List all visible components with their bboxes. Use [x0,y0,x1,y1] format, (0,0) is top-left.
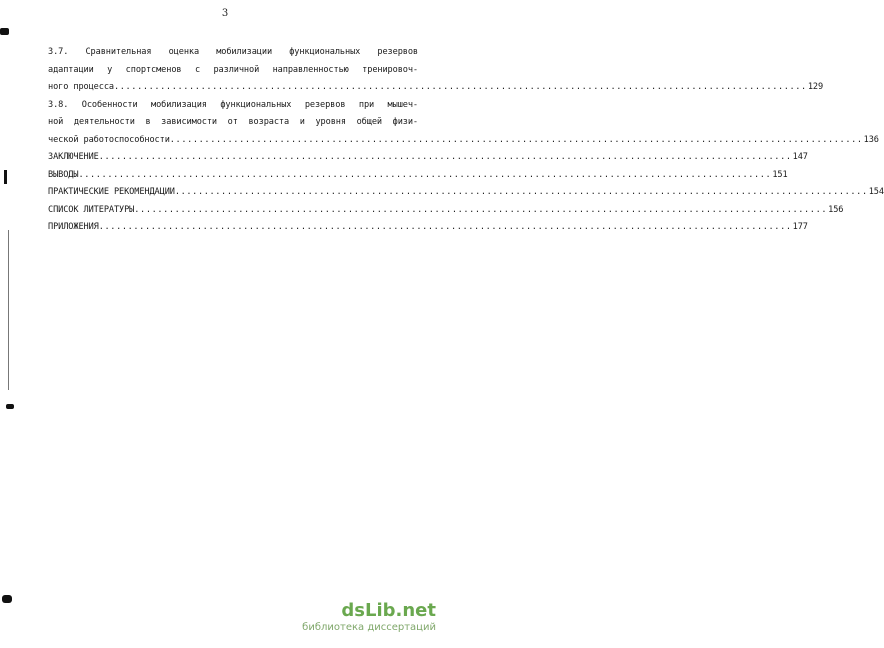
toc-entry-title: ПРИЛОЖЕНИЯ [48,222,99,232]
dot-leader: ........................................................................................................................ [134,204,828,215]
watermark-subtitle: библиотека диссертаций [302,622,436,633]
toc-page-number: 177 [792,222,808,232]
toc-entry-line: ной деятельности в зависимости от возраста и уровня общей физи- [48,117,418,127]
scan-artifact [2,595,12,603]
table-of-contents [48,44,884,237]
toc-page-number: 154 [868,187,884,197]
dot-leader: ........................................................................................................................ [169,134,863,145]
dot-leader: ........................................................................................................................ [98,152,792,162]
dot-leader: ........................................................................................................................ [113,82,807,92]
watermark-title: dsLib.net [341,600,436,621]
scan-artifact [8,230,9,390]
toc-entry-title: ВЫВОДЫ [48,169,79,180]
toc-entry [48,202,844,220]
toc-page-number: 136 [863,134,879,145]
toc-page-number: 156 [828,204,844,215]
scan-artifact [4,170,7,184]
toc-entry-title: ПРАКТИЧЕСКИЕ РЕКОМЕНДАЦИИ [48,187,175,197]
toc-entry-leader-line [48,202,844,220]
toc-entry-leader-line [48,79,824,97]
toc-entry-line: 3.8. Особенности мобилизация функциональных резервов при мышеч- [48,99,418,110]
toc-page-number: 151 [772,169,788,180]
dot-leader: ........................................................................................................................ [78,169,772,180]
toc-entry-leader-line [48,167,788,185]
toc-entry [48,184,884,202]
toc-entry [48,97,879,150]
toc-entry-title: ЗАКЛЮЧЕНИЕ [48,152,99,162]
watermark[interactable] [302,601,436,634]
dot-leader: ........................................................................................................................ [98,222,792,232]
toc-entry [48,219,808,237]
toc-page-number: 129 [807,82,824,92]
toc-entry [48,44,824,97]
toc-entry-title: ческой работоспособности [48,134,170,145]
toc-entry-line: 3.7. Сравнительная оценка мобилизации функциональных резервов [48,47,418,57]
toc-entry-line: адаптации у спортсменов с различной направленностью тренировоч- [48,64,418,75]
toc-entry-leader-line [48,149,808,167]
toc-entry-leader-line [48,184,884,202]
toc-entry [48,149,808,167]
toc-entry-title: СПИСОК ЛИТЕРАТУРЫ [48,204,135,215]
dot-leader: ........................................................................................................................ [174,187,868,197]
scan-artifact [0,28,9,35]
toc-entry-leader-line [48,219,808,237]
toc-page-number: 147 [792,152,808,162]
page-number: 3 [221,8,229,19]
toc-entry [48,167,788,185]
scan-artifact [6,404,14,409]
toc-entry-leader-line [48,132,879,150]
toc-entry-title: ного процесса [48,82,114,92]
